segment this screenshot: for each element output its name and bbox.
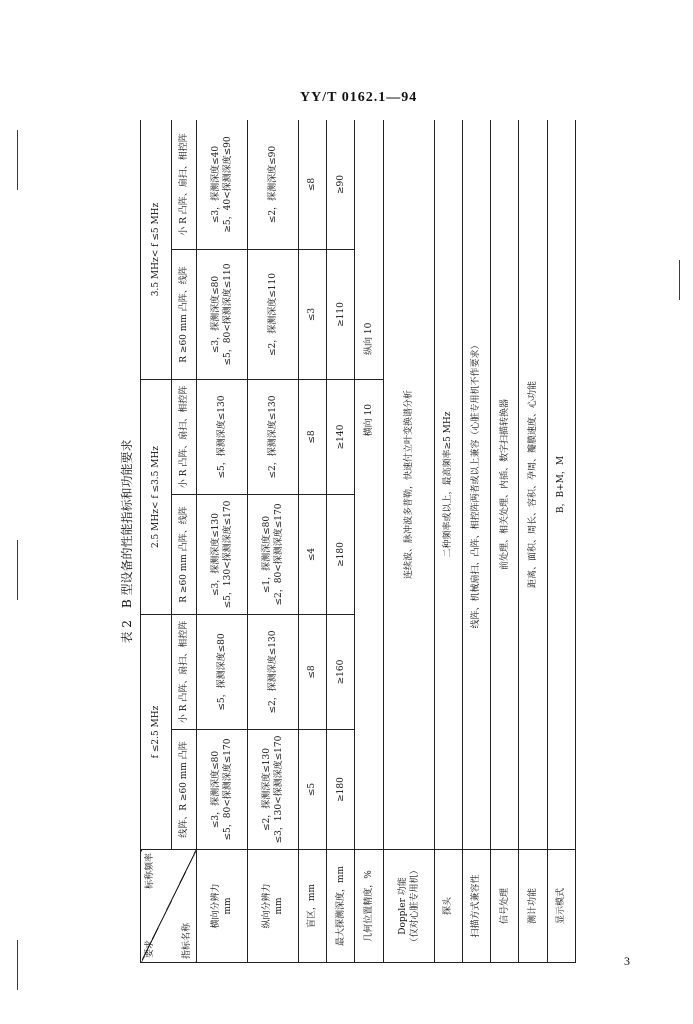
spec-cell: ≤8: [298, 380, 326, 495]
corner-indicator-label: 指标名称: [181, 922, 192, 959]
spec-cell: ≤8: [298, 120, 326, 250]
scan-mark-left-top: [17, 130, 18, 190]
spec-cell: ≥160: [327, 615, 355, 730]
spec-line: ≤5，探测深度≤130: [216, 395, 227, 479]
spec-line: ≤1，探测深度≤80: [261, 515, 272, 594]
display-mode-row: [547, 120, 575, 963]
corner-cell: [141, 850, 197, 963]
row-label-line: 纵向分辨力: [261, 883, 272, 929]
spec-line: ≤5，130<探测深度≤170: [222, 500, 233, 609]
row-label: 最大探测深度，mm: [327, 850, 355, 963]
spec-line: ≤2，探测深度≤130: [267, 630, 278, 714]
spec-line: ≤5，探测深度≤80: [216, 633, 227, 711]
spec-cell: ≤3: [298, 250, 326, 380]
spec-line: ≤5，80<探测深度≤170: [222, 738, 233, 841]
row-label: 扫描方式兼容性: [462, 850, 490, 963]
scan-mark-left-mid: [17, 540, 18, 600]
measurement-row: [519, 120, 547, 963]
spec-cell: [197, 120, 248, 250]
span-value-cell: 线阵、机械扇扫、凸阵、相控阵两者或以上兼容（心脏专用机不作要求）: [462, 120, 490, 850]
spec-cell: ≥140: [327, 380, 355, 495]
row-label: 测计功能: [519, 850, 547, 963]
span-value-cell: 连续波、脉冲波多普勒，快速付立叶变换谱分析: [383, 120, 434, 850]
row-label: 显示模式: [547, 850, 575, 963]
spec-cell: ≥90: [327, 120, 355, 250]
spec-cell: [197, 495, 248, 615]
spec-cell: ≥110: [327, 250, 355, 380]
spec-line: ≤2，探测深度≤130: [267, 395, 278, 479]
probe-type-header: R ≥60 mm 凸阵、线阵: [172, 495, 197, 615]
freq-group-header: 3.5 MHz< f ≤5 MHz: [141, 120, 172, 380]
freq-group-header: 2.5 MHz< f ≤3.5 MHz: [141, 380, 172, 615]
spec-cell: [247, 120, 298, 250]
geometry-axial-value: 纵向 10: [355, 120, 383, 380]
spec-line: ≤2，探测深度≤90: [267, 145, 278, 224]
row-label: 盲区，mm: [298, 850, 326, 963]
row-label-line: mm: [222, 897, 233, 915]
rotated-table-area: [116, 120, 576, 963]
row-label-line: 横向分辨力: [210, 883, 221, 929]
scan-mark-left-bottom: [17, 940, 18, 990]
spec-cell: ≤5: [298, 730, 326, 850]
spec-line: ≥5，40<探测深度≤90: [222, 136, 233, 233]
doppler-row: [383, 120, 434, 963]
spec-cell: [247, 730, 298, 850]
probe-type-header: R ≥60 mm 凸阵、线阵: [172, 250, 197, 380]
scan-mark-right: [679, 260, 680, 300]
corner-frequency-label: 标称频率: [145, 853, 155, 890]
probe-type-row: [172, 120, 197, 963]
spec-line: ≤3，探测深度≤130: [210, 513, 221, 596]
row-label: 几何位置精度，%: [355, 850, 383, 963]
spec-line: ≤2，80<探测深度≤170: [273, 503, 284, 606]
geometry-lateral-value: 横向 10: [355, 380, 383, 850]
corner-requirement-label: 要求: [145, 939, 155, 958]
span-value-cell: 距离、面积、周长、容积、孕周、瓣膜速度、心功能: [519, 120, 547, 850]
spec-cell: ≥180: [327, 730, 355, 850]
spec-cell: [197, 615, 248, 730]
spec-cell: [197, 380, 248, 495]
geometry-accuracy-row: [355, 120, 383, 963]
spec-cell: [197, 730, 248, 850]
row-label: [197, 850, 248, 963]
signal-processing-row: [491, 120, 519, 963]
scan-compat-row: [462, 120, 490, 963]
spec-line: ≤5，80<探测深度≤110: [222, 263, 233, 366]
spec-cell: ≤4: [298, 495, 326, 615]
row-label: [247, 850, 298, 963]
probe-type-header: 小 R 凸阵、扇扫、相控阵: [172, 615, 197, 730]
row-label-line: Doppler 功能: [397, 877, 408, 935]
axial-resolution-row: [247, 120, 298, 963]
row-label-line: （仅对心脏专用机）: [409, 865, 420, 947]
span-value-cell: 二种频率或以上，最高频率≥5 MHz: [434, 120, 462, 850]
span-value-cell: 前处理、相关处理、内插、数字扫描转换器: [491, 120, 519, 850]
freq-group-header: f ≤2.5 MHz: [141, 615, 172, 850]
page-number: 3: [624, 954, 630, 968]
rotated-table-content: [116, 120, 576, 963]
probe-type-header: 线阵、R ≥60 mm 凸阵: [172, 730, 197, 850]
spec-cell: [247, 615, 298, 730]
table-caption: 表 2 B 型设备的性能指标和功能要求: [120, 439, 134, 644]
spec-line: ≤3，探测深度≤80: [210, 275, 221, 354]
spec-cell: ≤8: [298, 615, 326, 730]
spec-line: ≤2，探测深度≤130: [261, 748, 272, 831]
standard-id: YY/T 0162.1—94: [300, 90, 418, 105]
spec-cell: [247, 380, 298, 495]
probe-row: [434, 120, 462, 963]
spec-line: ≤3，130<探测深度≤170: [273, 735, 284, 844]
row-label: 探头: [434, 850, 462, 963]
spec-line: ≤3，探测深度≤40: [210, 145, 221, 224]
performance-table: [140, 120, 576, 963]
spec-cell: ≥180: [327, 495, 355, 615]
frequency-header-row: [141, 120, 172, 963]
spec-cell: [197, 250, 248, 380]
spec-cell: [247, 495, 298, 615]
row-label-line: mm: [273, 897, 284, 915]
spec-cell: [247, 250, 298, 380]
spec-line: ≤2，探测深度≤110: [267, 273, 278, 356]
probe-type-header: 小 R 凸阵、扇扫、相控阵: [172, 380, 197, 495]
max-depth-row: [327, 120, 355, 963]
span-value-cell: B，B+M，M: [547, 120, 575, 850]
dead-zone-row: [298, 120, 326, 963]
row-label: [383, 850, 434, 963]
row-label: 信号处理: [491, 850, 519, 963]
lateral-resolution-row: [197, 120, 248, 963]
probe-type-header: 小 R 凸阵、扇扫、相控阵: [172, 120, 197, 250]
spec-line: ≤3，探测深度≤80: [210, 750, 221, 829]
